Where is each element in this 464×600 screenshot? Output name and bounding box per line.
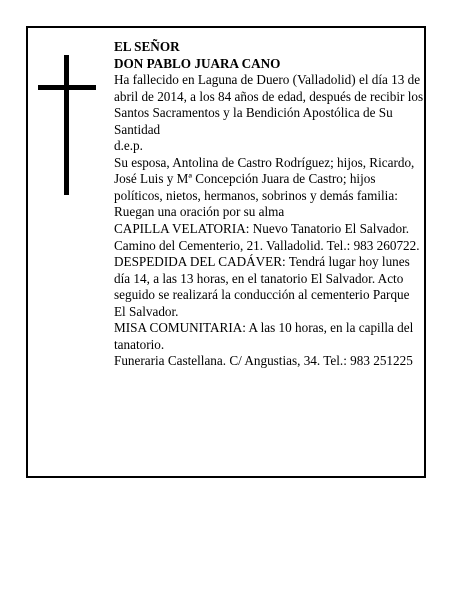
header-title: EL SEÑOR <box>114 39 180 54</box>
cross-icon <box>38 55 96 195</box>
cross-horizontal-bar <box>38 85 96 90</box>
chapel-info: CAPILLA VELATORIA: Nuevo Tanatorio El Salvador. Camino del Cementerio, 21. Valladolid. Tel.: 983 260722. <box>114 221 420 253</box>
farewell-info: DESPEDIDA DEL CADÁVER: Tendrá lugar hoy lunes día 14, a las 13 horas, en el tanatorio El Salvador. Acto seguido se realizará la conducción al cementerio Parque El Salvador. <box>114 254 410 319</box>
mass-info: MISA COMUNITARIA: A las 10 horas, en la capilla del tanatorio. <box>114 320 414 352</box>
deceased-name: DON PABLO JUARA CANO <box>114 55 281 71</box>
funeral-home-info: Funeraria Castellana. C/ Angustias, 34. Tel.: 983 251225 <box>114 353 413 369</box>
family-list: Su esposa, Antolina de Castro Rodríguez; hijos, Ricardo, José Luis y Mª Concepción Juara de Castro; hijos políticos, nietos, hermanos, sobrinos y demás familia: <box>114 154 415 203</box>
prayer-request: Ruegan una oración por su alma <box>114 204 285 220</box>
obituary-text <box>114 39 424 370</box>
cross-vertical-bar <box>64 55 69 195</box>
death-statement: Ha fallecido en Laguna de Duero (Valladolid) el día 13 de abril de 2014, a los 84 años de edad, después de recibir los Santos Sacramentos y la Bendición Apostólica de Su Santidad <box>114 72 424 137</box>
dep-line: d.e.p. <box>114 138 143 154</box>
